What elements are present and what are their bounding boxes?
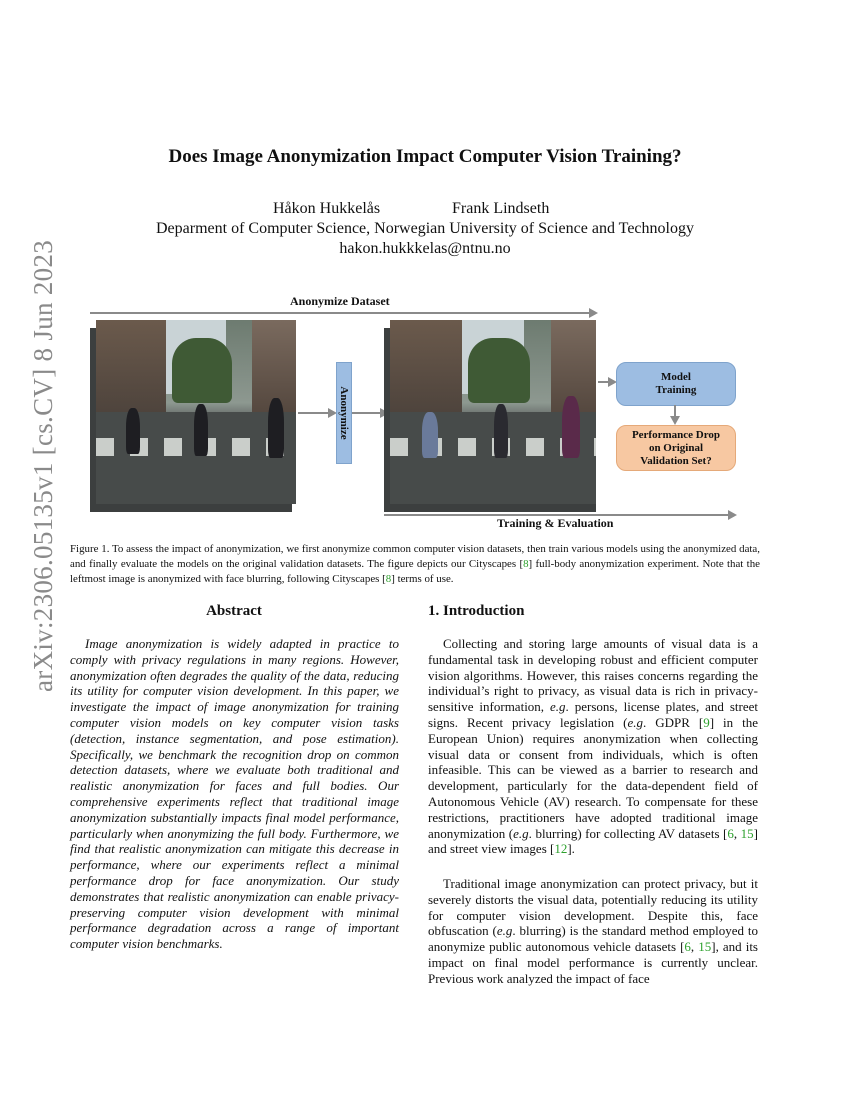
author-list [0,200,850,222]
arxiv-stamp [20,239,60,700]
citation-link[interactable]: 8 [385,573,392,585]
citation-link[interactable]: 9 [703,714,710,730]
arrow-down-icon [670,416,680,425]
citation-link[interactable]: 6 [727,825,734,841]
figure-1 [70,292,750,532]
abstract-body: Image anonymization is widely adapted in practice to comply with privacy regulations in many regions. However, anonymization often degrades the quality of the data, reducing its utility for computer vision development. In this paper, we investigate the impact of image anonymization for training computer vision models on key computer vision tasks (detection, instance segmentation, and pose estimation). Specifically, we benchmark the recognition drop on common detection datasets, where we evaluate both traditional and realistic anonymization for faces and full bodies. Our comprehensive experiments reflect that traditional image anonymization substantially impacts final model performance, particularly when anonymizing the full body. Furthermore, we find that realistic anonymization can mitigate this decrease in performance, where our experiments reflect a minimal performance drop for face anonymization. Our study demonstrates that realistic anonymization can enable privacy-preserving computer vision development with minimal performance degradation across a range of important computer vision benchmarks. [70,636,399,952]
introduction-paragraph-2: Traditional image anonymization can protect privacy, but it severely distorts the visual data, potentially reducing its utility for computer vision development. Despite this, face obfuscation (e.g. blurring) is the standard method employed to anonymize public autonomous vehicle datasets [6, 15], and its impact on final model performance is currently unclear. Previous work analyzed the impact of face [428,876,758,986]
paper-title: Does Image Anonymization Impact Computer Vision Training? [168,146,682,167]
model-training-step [616,362,736,406]
abstract-heading: Abstract [206,603,262,619]
author-name: Frank Lindseth [452,200,550,217]
anonymize-step [336,362,352,464]
arrow-to-anonymize [298,412,330,414]
performance-drop-label: Performance Drop on Original Validation Set? [631,428,721,467]
citation-link[interactable]: 8 [523,558,529,570]
introduction-heading: 1. Introduction [428,603,525,619]
anonymize-dataset-label: Anonymize Dataset [290,294,390,308]
training-evaluation-label: Training & Evaluation [497,516,614,530]
citation-link[interactable]: 15 [698,939,712,955]
bottom-arrow-head-icon [728,510,737,520]
model-training-label: Model Training [655,371,697,396]
figure-caption: Figure 1. To assess the impact of anonymization, we first anonymize common computer vision datasets, then train various models using the anonymized data, and finally evaluate the models on the original validation datasets. The figure depicts our Cityscapes [8] full-body anonymization experiment. Note that the leftmost image is anonymized with face blurring, following Cityscapes [8] terms of use. [70,543,760,585]
original-street-image [96,320,296,504]
top-arrow-head-icon [589,308,598,318]
top-arrow-line [90,312,590,314]
citation-link[interactable]: 6 [684,939,691,955]
introduction-paragraph-1: Collecting and storing large amounts of visual data is a fundamental task in developing robust and efficient computer vision algorithms. However, this raises concerns regarding the individual’s right to privacy, as visual data is rich in privacy-sensitive information, e.g. persons, license plates, and street signs. Recent privacy legislation (e.g. GDPR [9] in the European Union) requires anonymization when collecting visual data or consent from individuals, which is often infeasible. This can be viewed as a barrier to research and development, particularly for the data-dependent field of Autonomous Vehicle (AV) research. To compensate for these restrictions, practitioners have adopted traditional image anonymization (e.g. blurring) for collecting AV datasets [6, 15] and street view images [12]. [428,636,759,857]
arxiv-identifier: arXiv:2306.05135v1 [cs.CV] 8 Jun 2023 [28,239,58,692]
author-email: hakon.hukkkelas@ntnu.no [339,240,511,257]
author-name: Håkon Hukkelås [273,200,381,217]
arrow-to-anonymized [352,412,382,414]
anonymized-street-image [390,320,596,504]
affiliation: Deparment of Computer Science, Norwegian University of Science and Technology [156,220,694,237]
anonymize-label: Anonymize [338,386,350,440]
citation-link[interactable]: 12 [554,841,568,857]
citation-link[interactable]: 15 [740,825,754,841]
performance-drop-step [616,425,736,471]
